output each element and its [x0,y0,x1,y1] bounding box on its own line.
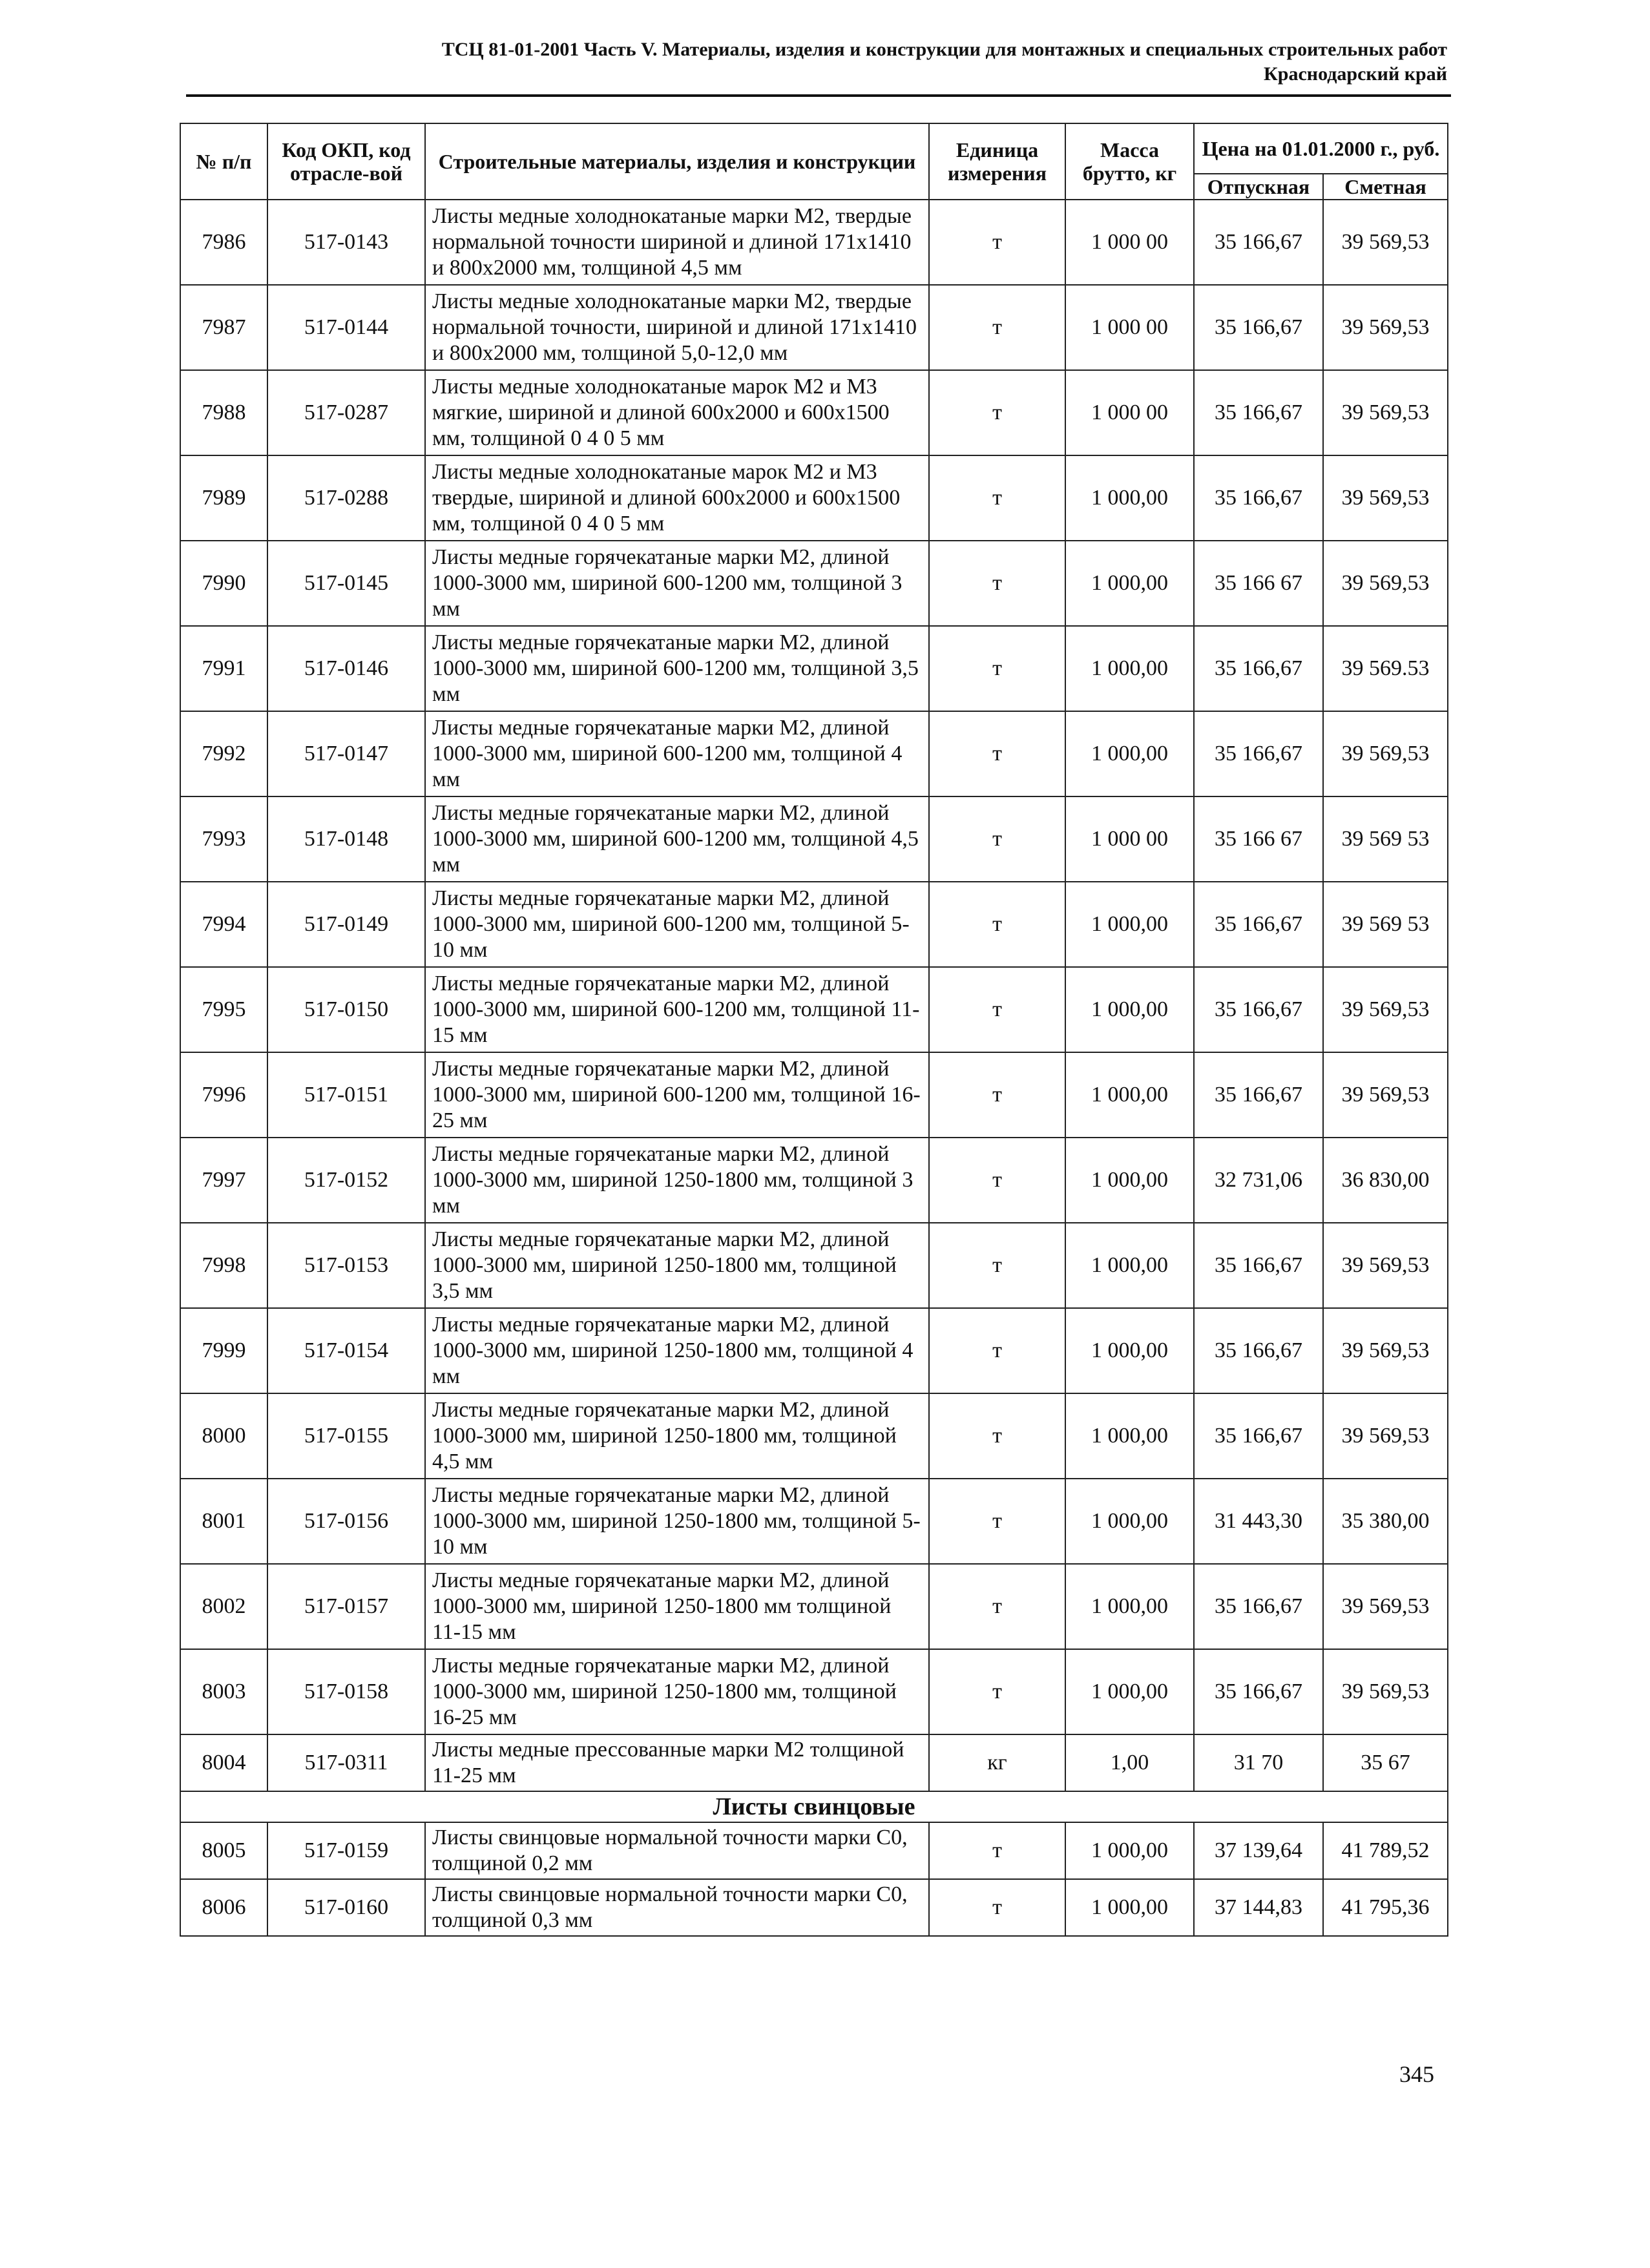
table-row [180,626,1448,711]
row-name: Листы медные горячекатаные марки М2, длиной 1000-3000 мм, шириной 600-1200 мм, толщиной 16-25 мм [425,1052,929,1138]
row-mass: 1,00 [1065,1734,1194,1791]
row-number: 7987 [180,285,267,370]
row-estimate-price: 36 830,00 [1323,1138,1448,1223]
row-name: Листы медные горячекатаные марки М2, длиной 1000-3000 мм, шириной 600-1200 мм, толщиной 5-10 мм [425,882,929,967]
col-header-name: Строительные материалы, изделия и конструкции [425,123,929,200]
row-unit: т [929,455,1065,541]
row-number: 8002 [180,1564,267,1649]
row-name: Листы медные горячекатаные марки М2, длиной 1000-3000 мм, шириной 1250-1800 мм, толщиной 4,5 мм [425,1393,929,1479]
row-unit: т [929,967,1065,1052]
row-code: 517-0149 [267,882,425,967]
row-name: Листы медные горячекатаные марки М2, длиной 1000-3000 мм, шириной 1250-1800 мм, толщиной 5-10 мм [425,1479,929,1564]
row-code: 517-0146 [267,626,425,711]
col-header-estimate-price: Сметная [1323,174,1448,200]
row-name: Листы медные горячекатаные марки М2, длиной 1000-3000 мм, шириной 1250-1800 мм, толщиной 3 мм [425,1138,929,1223]
row-mass: 1 000,00 [1065,1564,1194,1649]
table-row [180,1879,1448,1936]
section-title: Листы свинцовые [180,1791,1448,1822]
row-estimate-price: 41 795,36 [1323,1879,1448,1936]
row-mass: 1 000,00 [1065,1479,1194,1564]
row-release-price: 35 166,67 [1194,285,1323,370]
row-mass: 1 000,00 [1065,1649,1194,1734]
table-section-lead [180,1791,1448,1822]
table-row [180,285,1448,370]
row-name: Листы медные прессованные марки М2 толщиной 11-25 мм [425,1734,929,1791]
row-mass: 1 000 00 [1065,285,1194,370]
row-unit: т [929,1308,1065,1393]
row-release-price: 35 166,67 [1194,1649,1323,1734]
col-header-number: № п/п [180,123,267,200]
row-name: Листы медные холоднокатаные марок М2 и М3 мягкие, шириной и длиной 600х2000 и 600х1500 мм, толщиной 0 4 0 5 мм [425,370,929,455]
row-mass: 1 000,00 [1065,1138,1194,1223]
row-estimate-price: 39 569,53 [1323,711,1448,796]
row-estimate-price: 39 569.53 [1323,626,1448,711]
row-mass: 1 000 00 [1065,370,1194,455]
row-unit: т [929,796,1065,882]
row-mass: 1 000,00 [1065,1822,1194,1879]
row-unit: т [929,1479,1065,1564]
row-estimate-price: 39 569 53 [1323,796,1448,882]
row-name: Листы свинцовые нормальной точности марки С0, толщиной 0,3 мм [425,1879,929,1936]
row-code: 517-0153 [267,1223,425,1308]
row-mass: 1 000,00 [1065,541,1194,626]
row-estimate-price: 35 67 [1323,1734,1448,1791]
row-number: 7994 [180,882,267,967]
row-name: Листы медные горячекатаные марки М2, длиной 1000-3000 мм, шириной 1250-1800 мм толщиной 11-15 мм [425,1564,929,1649]
row-estimate-price: 41 789,52 [1323,1822,1448,1879]
row-release-price: 35 166 67 [1194,796,1323,882]
row-unit: т [929,200,1065,285]
row-name: Листы медные горячекатаные марки М2, длиной 1000-3000 мм, шириной 1250-1800 мм, толщиной 3,5 мм [425,1223,929,1308]
row-mass: 1 000,00 [1065,1308,1194,1393]
row-mass: 1 000 00 [1065,796,1194,882]
row-release-price: 31 443,30 [1194,1479,1323,1564]
col-header-code: Код ОКП, код отрасле-вой [267,123,425,200]
row-name: Листы медные холоднокатаные марки М2, твердые нормальной точности, шириной и длиной 171х1410 и 800х2000 мм, толщиной 5,0-12,0 мм [425,285,929,370]
row-unit: т [929,711,1065,796]
row-code: 517-0155 [267,1393,425,1479]
row-estimate-price: 39 569,53 [1323,1308,1448,1393]
row-number: 7991 [180,626,267,711]
table-row [180,1479,1448,1564]
row-number: 8006 [180,1879,267,1936]
row-estimate-price: 35 380,00 [1323,1479,1448,1564]
table-row [180,1138,1448,1223]
row-code: 517-0156 [267,1479,425,1564]
row-number: 7990 [180,541,267,626]
row-code: 517-0150 [267,967,425,1052]
row-estimate-price: 39 569,53 [1323,1052,1448,1138]
row-number: 8003 [180,1649,267,1734]
table-row [180,796,1448,882]
row-estimate-price: 39 569,53 [1323,1649,1448,1734]
row-estimate-price: 39 569,53 [1323,1393,1448,1479]
row-name: Листы медные горячекатаные марки М2, длиной 1000-3000 мм, шириной 600-1200 мм, толщиной 3 мм [425,541,929,626]
row-release-price: 35 166,67 [1194,1393,1323,1479]
row-code: 517-0160 [267,1879,425,1936]
row-release-price: 35 166,67 [1194,882,1323,967]
row-estimate-price: 39 569,53 [1323,285,1448,370]
row-mass: 1 000,00 [1065,711,1194,796]
row-number: 8001 [180,1479,267,1564]
row-unit: т [929,370,1065,455]
row-name: Листы медные горячекатаные марки М2, длиной 1000-3000 мм, шириной 1250-1800 мм, толщиной 4 мм [425,1308,929,1393]
row-name: Листы медные холоднокатаные марок М2 и М3 твердые, шириной и длиной 600х2000 и 600х1500 мм, толщиной 0 4 0 5 мм [425,455,929,541]
row-unit: т [929,285,1065,370]
row-code: 517-0144 [267,285,425,370]
row-estimate-price: 39 569,53 [1323,1564,1448,1649]
row-code: 517-0147 [267,711,425,796]
row-name: Листы медные горячекатаные марки М2, длиной 1000-3000 мм, шириной 600-1200 мм, толщиной 4 мм [425,711,929,796]
row-number: 8005 [180,1822,267,1879]
row-number: 7999 [180,1308,267,1393]
table-row [180,1822,1448,1879]
table-row [180,1052,1448,1138]
row-release-price: 35 166,67 [1194,200,1323,285]
row-mass: 1 000,00 [1065,882,1194,967]
row-name: Листы медные холоднокатаные марки М2, твердые нормальной точности шириной и длиной 171х1410 и 800х2000 мм, толщиной 4,5 мм [425,200,929,285]
row-code: 517-0154 [267,1308,425,1393]
row-unit: т [929,541,1065,626]
row-number: 7995 [180,967,267,1052]
row-mass: 1 000,00 [1065,967,1194,1052]
row-mass: 1 000,00 [1065,455,1194,541]
row-mass: 1 000,00 [1065,1223,1194,1308]
row-release-price: 35 166,67 [1194,1223,1323,1308]
row-number: 7986 [180,200,267,285]
table-row [180,1734,1448,1791]
row-name: Листы медные горячекатаные марки М2, длиной 1000-3000 мм, шириной 1250-1800 мм, толщиной 16-25 мм [425,1649,929,1734]
table-row [180,967,1448,1052]
row-code: 517-0152 [267,1138,425,1223]
row-number: 7996 [180,1052,267,1138]
row-unit: т [929,1564,1065,1649]
row-unit: т [929,1138,1065,1223]
col-header-release-price: Отпускная [1194,174,1323,200]
row-name: Листы медные горячекатаные марки М2, длиной 1000-3000 мм, шириной 600-1200 мм, толщиной 4,5 мм [425,796,929,882]
row-release-price: 35 166,67 [1194,370,1323,455]
row-release-price: 37 139,64 [1194,1822,1323,1879]
row-mass: 1 000 00 [1065,200,1194,285]
table-row [180,541,1448,626]
document-header-region: Краснодарский край [1264,63,1447,85]
page-number: 345 [1399,2061,1434,2087]
row-number: 7992 [180,711,267,796]
row-name: Листы медные горячекатаные марки М2, длиной 1000-3000 мм, шириной 600-1200 мм, толщиной 11-15 мм [425,967,929,1052]
row-code: 517-0145 [267,541,425,626]
row-mass: 1 000,00 [1065,1879,1194,1936]
table-body-lead [180,1822,1448,1936]
row-release-price: 35 166,67 [1194,967,1323,1052]
row-estimate-price: 39 569 53 [1323,882,1448,967]
row-number: 7998 [180,1223,267,1308]
row-estimate-price: 39 569,53 [1323,1223,1448,1308]
row-estimate-price: 39 569,53 [1323,370,1448,455]
row-code: 517-0158 [267,1649,425,1734]
row-code: 517-0148 [267,796,425,882]
row-number: 7997 [180,1138,267,1223]
row-unit: т [929,882,1065,967]
row-unit: т [929,626,1065,711]
row-code: 517-0157 [267,1564,425,1649]
col-header-mass: Масса брутто, кг [1065,123,1194,200]
row-unit: т [929,1052,1065,1138]
row-mass: 1 000,00 [1065,1393,1194,1479]
row-mass: 1 000,00 [1065,1052,1194,1138]
table-row [180,1223,1448,1308]
row-unit: т [929,1223,1065,1308]
table-row [180,711,1448,796]
document-header-title: ТСЦ 81-01-2001 Часть V. Материалы, изделия и конструкции для монтажных и специальных строительных работ [441,39,1447,60]
row-release-price: 37 144,83 [1194,1879,1323,1936]
row-estimate-price: 39 569,53 [1323,200,1448,285]
table-row [180,1393,1448,1479]
col-header-unit: Единица измерения [929,123,1065,200]
row-number: 8004 [180,1734,267,1791]
table-body-copper [180,200,1448,1791]
table-row [180,882,1448,967]
table-row [180,370,1448,455]
materials-price-table [180,123,1448,1937]
row-estimate-price: 39 569,53 [1323,541,1448,626]
row-code: 517-0143 [267,200,425,285]
row-name: Листы медные горячекатаные марки М2, длиной 1000-3000 мм, шириной 600-1200 мм, толщиной 3,5 мм [425,626,929,711]
row-number: 7988 [180,370,267,455]
row-unit: т [929,1393,1065,1479]
row-release-price: 35 166,67 [1194,711,1323,796]
row-unit: т [929,1649,1065,1734]
table-row [180,455,1448,541]
table-row [180,1564,1448,1649]
row-number: 7993 [180,796,267,882]
row-code: 517-0159 [267,1822,425,1879]
col-header-price: Цена на 01.01.2000 г., руб. [1194,123,1448,174]
row-release-price: 35 166 67 [1194,541,1323,626]
row-mass: 1 000,00 [1065,626,1194,711]
row-code: 517-0288 [267,455,425,541]
row-code: 517-0287 [267,370,425,455]
table-row [180,1649,1448,1734]
row-release-price: 31 70 [1194,1734,1323,1791]
row-unit: т [929,1822,1065,1879]
table-row [180,200,1448,285]
table-row [180,1308,1448,1393]
row-code: 517-0311 [267,1734,425,1791]
row-code: 517-0151 [267,1052,425,1138]
row-release-price: 35 166,67 [1194,1052,1323,1138]
row-release-price: 32 731,06 [1194,1138,1323,1223]
row-release-price: 35 166,67 [1194,455,1323,541]
row-estimate-price: 39 569,53 [1323,967,1448,1052]
row-number: 8000 [180,1393,267,1479]
header-divider [186,94,1451,97]
row-unit: кг [929,1734,1065,1791]
row-estimate-price: 39 569,53 [1323,455,1448,541]
row-name: Листы свинцовые нормальной точности марки С0, толщиной 0,2 мм [425,1822,929,1879]
row-unit: т [929,1879,1065,1936]
row-release-price: 35 166,67 [1194,1308,1323,1393]
row-release-price: 35 166,67 [1194,626,1323,711]
row-release-price: 35 166,67 [1194,1564,1323,1649]
row-number: 7989 [180,455,267,541]
